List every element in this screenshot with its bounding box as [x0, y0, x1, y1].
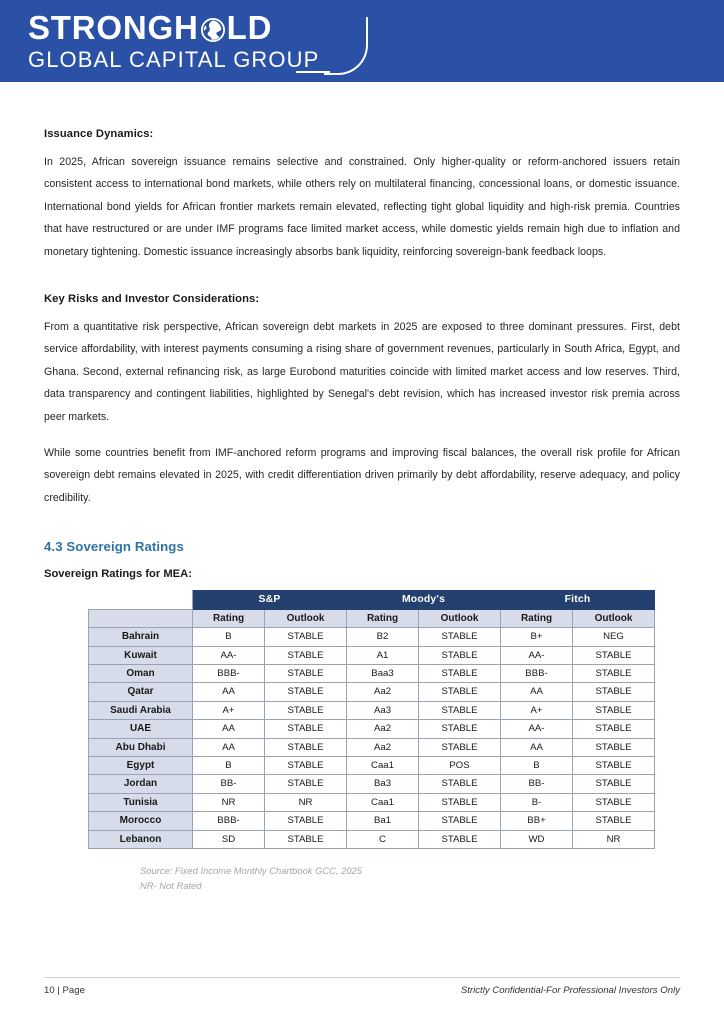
subheader-sp-rating: Rating	[193, 609, 265, 627]
subheader-row	[89, 609, 655, 627]
company-logo	[28, 11, 358, 73]
table-cell-value: Caa1	[347, 756, 419, 774]
table-cell-country: Egypt	[89, 756, 193, 774]
subheader-sp-outlook: Outlook	[265, 609, 347, 627]
table-cell-value: STABLE	[419, 628, 501, 646]
table-cell-value: STABLE	[265, 738, 347, 756]
table-cell-country: Jordan	[89, 775, 193, 793]
table-row	[89, 738, 655, 756]
table-cell-value: STABLE	[419, 664, 501, 682]
table-caption: Sovereign Ratings for MEA:	[44, 568, 192, 581]
issuance-dynamics-heading: Issuance Dynamics:	[44, 128, 154, 140]
table-cell-value: STABLE	[573, 720, 655, 738]
section-title-sovereign-ratings: 4.3 Sovereign Ratings	[44, 539, 184, 555]
table-cell-value: Ba3	[347, 775, 419, 793]
subheader-country-blank	[89, 609, 193, 627]
table-row	[89, 775, 655, 793]
table-cell-value: BB-	[193, 775, 265, 793]
logo-wordmark-start: STRONGH	[28, 9, 199, 46]
table-cell-value: BBB-	[501, 664, 573, 682]
table-row	[89, 628, 655, 646]
table-cell-value: STABLE	[419, 720, 501, 738]
table-cell-value: B+	[501, 628, 573, 646]
table-cell-value: STABLE	[265, 683, 347, 701]
logo-tagline: GLOBAL CAPITAL GROUP	[28, 47, 320, 72]
table-cell-value: STABLE	[573, 664, 655, 682]
table-row	[89, 756, 655, 774]
table-cell-country: Qatar	[89, 683, 193, 701]
logo-wordmark-end: LD	[226, 9, 273, 46]
table-cell-country: Bahrain	[89, 628, 193, 646]
table-cell-value: AA	[501, 683, 573, 701]
table-cell-value: STABLE	[419, 775, 501, 793]
footer-page-number: 10 | Page	[44, 985, 85, 996]
table-cell-value: STABLE	[419, 683, 501, 701]
page-footer	[44, 977, 680, 996]
table-cell-country: Lebanon	[89, 830, 193, 848]
table-cell-value: A+	[501, 701, 573, 719]
table-cell-country: Saudi Arabia	[89, 701, 193, 719]
table-cell-value: NEG	[573, 628, 655, 646]
table-cell-value: STABLE	[419, 646, 501, 664]
table-row	[89, 830, 655, 848]
table-cell-value: STABLE	[573, 812, 655, 830]
table-cell-value: Ba1	[347, 812, 419, 830]
table-cell-value: AA-	[193, 646, 265, 664]
table-row	[89, 664, 655, 682]
table-cell-value: STABLE	[265, 775, 347, 793]
agency-header-fitch: Fitch	[501, 591, 655, 609]
table-cell-value: STABLE	[265, 628, 347, 646]
table-cell-value: WD	[501, 830, 573, 848]
subheader-moodys-rating: Rating	[347, 609, 419, 627]
table-cell-value: STABLE	[573, 775, 655, 793]
table-cell-value: STABLE	[419, 701, 501, 719]
table-cell-value: Caa1	[347, 793, 419, 811]
table-cell-value: BB+	[501, 812, 573, 830]
table-row	[89, 793, 655, 811]
logo-swoosh-decoration	[324, 17, 368, 75]
issuance-dynamics-paragraph: In 2025, African sovereign issuance remains selective and constrained. Only higher-quality or reform-anchored issuers retain consistent access to international bond markets, while others rely on multilateral financing, concessional loans, or domestic issuance. International bond yields for African frontier markets remain elevated, reflecting tight global liquidity and high-risk premia. Countries that have restructured or are under IMF programs face limited market access, while domestic yields remain high due to inflation and monetary tightening. Domestic issuance increasingly absorbs bank liquidity, reinforcing sovereign-bank feedback loops.	[44, 156, 680, 258]
table-cell-value: A1	[347, 646, 419, 664]
table-cell-value: STABLE	[573, 793, 655, 811]
table-cell-value: B	[501, 756, 573, 774]
table-cell-value: AA	[193, 738, 265, 756]
table-cell-value: AA	[501, 738, 573, 756]
table-cell-value: C	[347, 830, 419, 848]
table-cell-value: A+	[193, 701, 265, 719]
table-cell-value: B2	[347, 628, 419, 646]
subheader-moodys-outlook: Outlook	[419, 609, 501, 627]
footer-divider	[44, 977, 680, 978]
table-body	[89, 628, 655, 849]
table-cell-value: STABLE	[573, 701, 655, 719]
table-cell-value: STABLE	[265, 720, 347, 738]
table-row	[89, 701, 655, 719]
table-row	[89, 720, 655, 738]
logo-swoosh-tail	[296, 71, 330, 73]
table-cell-value: BB-	[501, 775, 573, 793]
agency-header-row	[89, 591, 655, 609]
source-line-abbreviation: NR- Not Rated	[140, 879, 202, 891]
table-cell-value: BBB-	[193, 812, 265, 830]
table-cell-value: AA	[193, 683, 265, 701]
subheader-fitch-rating: Rating	[501, 609, 573, 627]
table-cell-value: SD	[193, 830, 265, 848]
table-cell-value: STABLE	[265, 756, 347, 774]
subheader-fitch-outlook: Outlook	[573, 609, 655, 627]
table-cell-value: STABLE	[265, 664, 347, 682]
table-corner-cell	[89, 591, 193, 609]
key-risks-paragraph-1: From a quantitative risk perspective, African sovereign debt markets in 2025 are exposed to three dominant pressures. First, debt service affordability, with interest payments consuming a rising share of government revenues, particularly in South Africa, Egypt, and Ghana. Second, external refinancing risk, as large Eurobond maturities coincide with limited market access and low reserves. Third, data transparency and contingent liabilities, highlighted by Senegal's debt revision, which has increased investor risk premia across peer markets.	[44, 321, 680, 423]
table-cell-country: Abu Dhabi	[89, 738, 193, 756]
table-cell-value: B-	[501, 793, 573, 811]
table-cell-value: Baa3	[347, 664, 419, 682]
table-cell-value: NR	[193, 793, 265, 811]
table-cell-value: STABLE	[265, 812, 347, 830]
table-cell-value: Aa3	[347, 701, 419, 719]
table-cell-value: AA	[193, 720, 265, 738]
table-cell-value: B	[193, 628, 265, 646]
agency-header-sp: S&P	[193, 591, 347, 609]
table-cell-country: Oman	[89, 664, 193, 682]
footer-confidentiality-notice: Strictly Confidential-For Professional Investors Only	[460, 985, 680, 996]
globe-icon	[200, 15, 226, 41]
table-cell-value: POS	[419, 756, 501, 774]
ratings-table-zone	[44, 590, 680, 893]
table-cell-value: AA-	[501, 720, 573, 738]
table-cell-value: STABLE	[419, 738, 501, 756]
table-cell-value: STABLE	[573, 738, 655, 756]
table-cell-value: STABLE	[265, 646, 347, 664]
source-line-primary: Source: Fixed Income Monthly Chartbook GCC, 2025	[140, 864, 362, 876]
table-cell-value: STABLE	[573, 683, 655, 701]
table-cell-country: Tunisia	[89, 793, 193, 811]
table-cell-value: STABLE	[419, 812, 501, 830]
table-cell-value: STABLE	[573, 646, 655, 664]
table-cell-value: STABLE	[265, 701, 347, 719]
table-head	[89, 591, 655, 628]
table-cell-value: STABLE	[419, 830, 501, 848]
table-row	[89, 683, 655, 701]
table-cell-value: Aa2	[347, 738, 419, 756]
page-header-banner	[0, 0, 724, 82]
table-cell-value: BBB-	[193, 664, 265, 682]
table-cell-value: NR	[573, 830, 655, 848]
key-risks-paragraph-2: While some countries benefit from IMF-anchored reform programs and improving fiscal balances, the overall risk profile for African sovereign debt remains elevated in 2025, with credit differentiation driven primarily by debt affordability, reserve adequacy, and policy credibility.	[44, 447, 680, 504]
document-body	[0, 82, 724, 893]
table-cell-value: Aa2	[347, 720, 419, 738]
table-cell-country: Morocco	[89, 812, 193, 830]
table-cell-country: UAE	[89, 720, 193, 738]
table-cell-value: STABLE	[573, 756, 655, 774]
table-cell-value: STABLE	[419, 793, 501, 811]
table-cell-value: B	[193, 756, 265, 774]
table-cell-country: Kuwait	[89, 646, 193, 664]
table-row	[89, 646, 655, 664]
key-risks-heading: Key Risks and Investor Considerations:	[44, 293, 260, 306]
table-cell-value: AA-	[501, 646, 573, 664]
agency-header-moodys: Moody's	[347, 591, 501, 609]
sovereign-ratings-table	[88, 590, 655, 849]
table-source-note	[88, 863, 680, 893]
table-cell-value: STABLE	[265, 830, 347, 848]
table-cell-value: NR	[265, 793, 347, 811]
table-row	[89, 812, 655, 830]
table-cell-value: Aa2	[347, 683, 419, 701]
logo-wordmark	[28, 11, 358, 45]
